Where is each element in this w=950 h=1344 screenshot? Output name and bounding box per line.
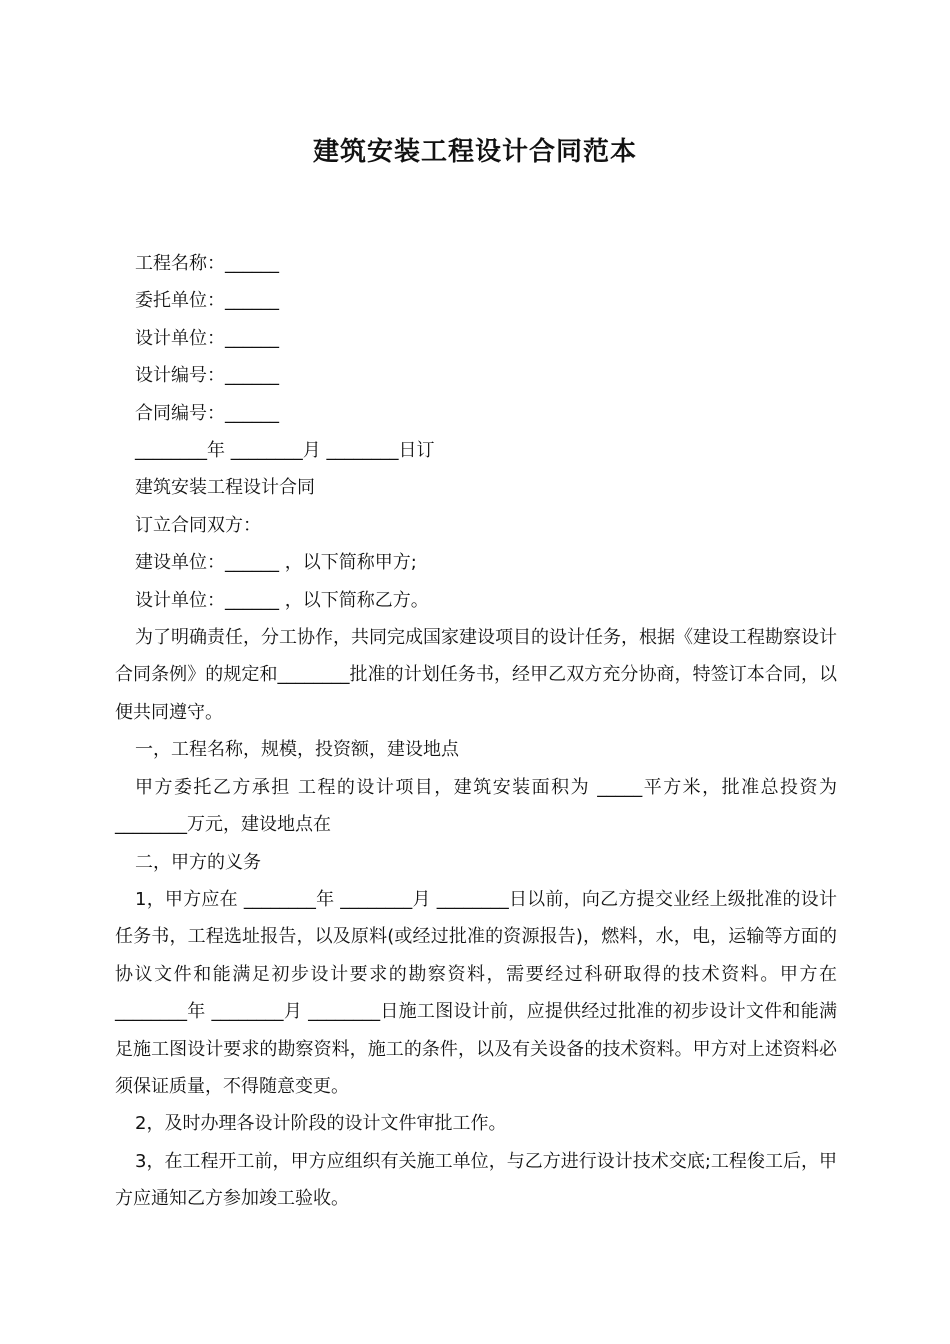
field-sign-date: ________年 ________月 ________日订	[135, 440, 435, 462]
contract-subtitle: 建筑安装工程设计合同	[135, 477, 315, 499]
document-body	[115, 245, 837, 1218]
section-heading-1: 一，工程名称，规模，投资额，建设地点	[135, 739, 459, 761]
document-title: 建筑安装工程设计合同范本	[312, 137, 637, 167]
field-design-number: 设计编号：______	[135, 365, 279, 387]
field-client-unit: 委托单位：______	[135, 290, 279, 312]
clause-2-1: 1，甲方应在 ________年 ________月 ________日以前，向乙方提交业经上级批准的设计任务书，工程选址报告，以及原料(或经过批准的资源报告)，燃料，水，电，运输等方面的协议文件和能满足初步设计要求的勘察资料，需要经过科研取得的技术资料。甲方在 ________年 ________月 ________日施工图设计前，应提供经过批准的初步设计文件和能满足施工图设计要求的勘察资料，施工的条件，以及有关设备的技术资料。甲方对上述资料必须保证质量，不得随意变更。	[115, 888, 837, 1097]
clause-2-2: 2，及时办理各设计阶段的设计文件审批工作。	[135, 1113, 507, 1135]
party-a-line: 建设单位：______ ，以下简称甲方;	[135, 552, 417, 574]
section-heading-2: 二，甲方的义务	[135, 851, 261, 873]
field-project-name: 工程名称：______	[135, 253, 279, 274]
preamble-paragraph: 为了明确责任，分工协作，共同完成国家建设项目的设计任务，根据《建设工程勘察设计合同条例》的规定和________批准的计划任务书，经甲乙双方充分协商，特签订本合同，以便共同遵守。	[115, 627, 837, 723]
clause-2-3: 3，在工程开工前，甲方应组织有关施工单位，与乙方进行设计技术交底;工程俊工后，甲方应通知乙方参加竣工验收。	[115, 1150, 837, 1210]
field-contract-number: 合同编号：______	[135, 402, 279, 424]
field-design-unit: 设计单位：______	[135, 327, 279, 349]
party-b-line: 设计单位：______ ，以下简称乙方。	[135, 589, 429, 611]
section-1-paragraph: 甲方委托乙方承担 工程的设计项目，建筑安装面积为 _____平方米，批准总投资为________万元，建设地点在	[115, 776, 837, 836]
parties-heading: 订立合同双方：	[135, 514, 261, 536]
